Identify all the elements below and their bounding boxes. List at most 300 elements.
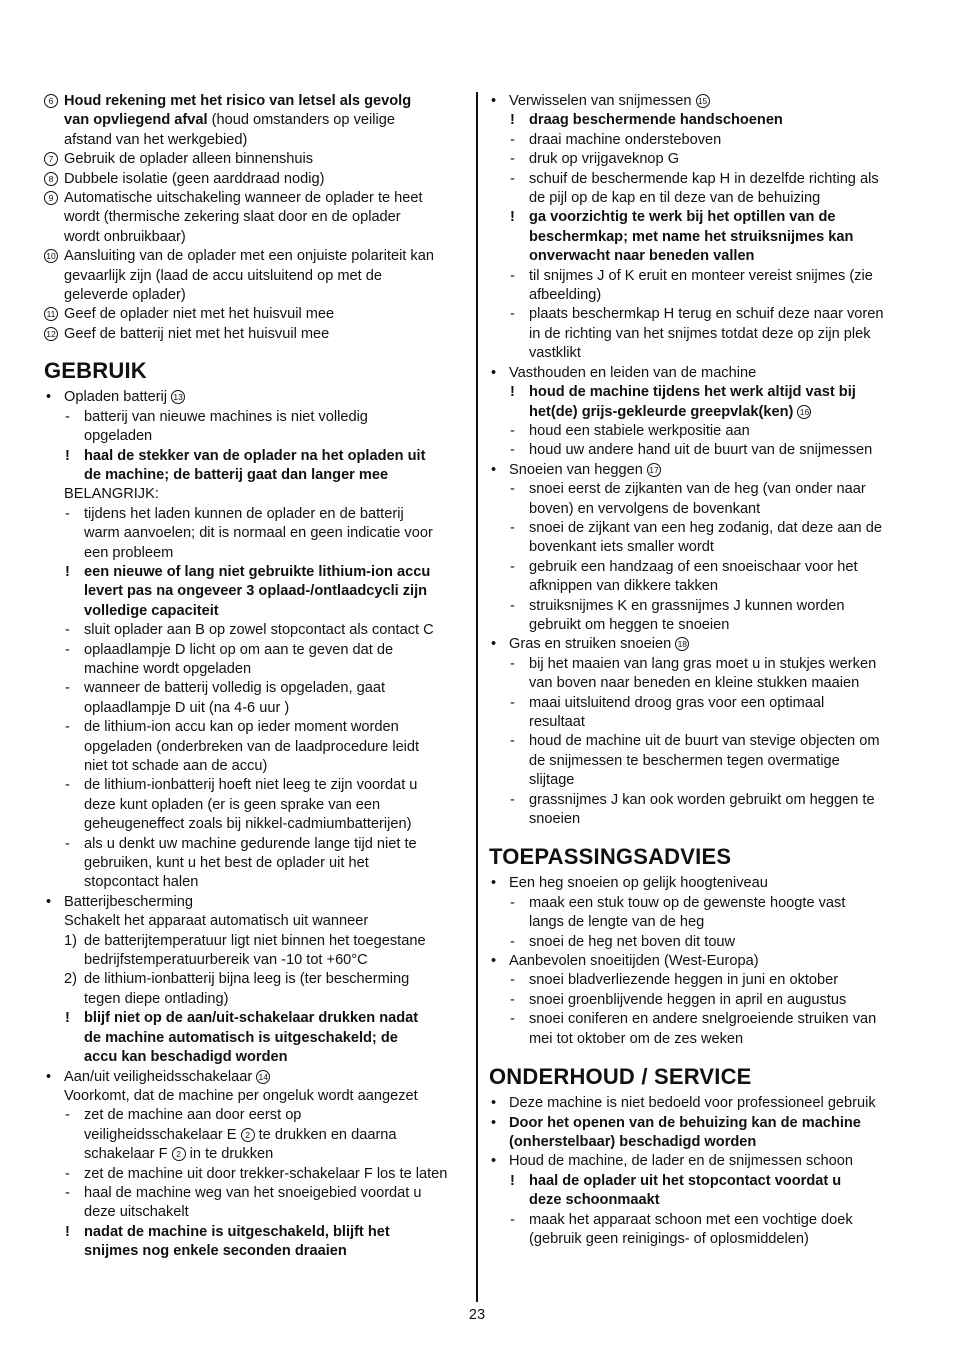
bullet: • [491,93,497,109]
text-line [44,466,468,485]
warning-marker: ! [65,563,70,580]
text: opgeladen [84,428,153,445]
text: Aan/uit veiligheidsschakelaar [64,1068,257,1085]
text-line [44,835,468,854]
bullet: • [491,875,497,892]
text-line [44,305,468,324]
list-number-icon [44,305,58,324]
warning-marker: ! [510,384,515,401]
text: langs de lengte van de heg [529,914,705,931]
text-line [44,189,468,208]
text: Opladen batterij [64,389,172,406]
text-line [44,815,468,834]
text-line [44,131,468,150]
text: Batterijbescherming [64,893,193,910]
text: in de richting van het snijmes totdat deze op zijn plek [529,325,871,342]
text-line [489,208,913,227]
text-line [44,247,468,266]
text: bedrijfstemperatuurbereik van -10 tot +60°C [84,952,368,969]
text-line [44,170,468,189]
text-line [489,674,913,693]
warning-marker: ! [510,1172,515,1189]
text-line [44,1165,468,1184]
text-line [489,616,913,635]
warning-marker: ! [65,447,70,464]
text: machine wordt opgeladen [84,660,252,677]
text: deze uitschakelt [84,1204,189,1221]
bold-text: haal de stekker van de oplader na het opladen uit [84,447,426,464]
text-line [489,383,913,402]
bold-text: levert pas na ongeveer 3 oplaad-/ontlaadcycli zijn [84,583,428,600]
dash-marker: - [510,519,515,536]
bold-text: Door het openen van de behuizing kan de machine [509,1114,861,1131]
text-line [489,1094,913,1113]
text-line [489,538,913,557]
text-line [489,771,913,790]
bold-text: blijf niet op de aan/uit-schakelaar drukken nadat [84,1010,419,1027]
text-line [44,286,468,305]
figure-ref-icon: 8 [44,172,58,186]
text: Dubbele isolatie (geen aarddraad nodig) [64,170,325,187]
text-line [489,519,913,538]
text: Voorkomt, dat de machine per ongeluk wordt aangezet [64,1087,418,1104]
section-heading: TOEPASSINGSADVIES [489,844,732,870]
text: Geef de batterij niet met het huisvuil mee [64,325,330,342]
text: Gras en struiken snoeien [509,636,676,653]
text-line [489,267,913,286]
text-line [44,408,468,427]
bold-text: draag beschermende handschoenen [529,112,783,129]
text-line [44,660,468,679]
text-line [44,1029,468,1048]
text-line [489,131,913,150]
text: houd uw andere hand uit de buurt van de snijmessen [529,442,873,459]
dash-marker: - [510,933,515,950]
text-line [44,228,468,247]
dash-marker: - [510,791,515,808]
text: houd een stabiele werkpositie aan [529,422,750,439]
text: de lithium-ionbatterij bijna leeg is (ter bescherming [84,971,410,988]
number-marker: 2) [64,971,77,988]
text: Houd de machine, de lader en de snijmessen schoon [509,1153,853,1170]
warning-marker: ! [65,1223,70,1240]
text: zet de machine uit door trekker-schakelaar F los te laten [84,1165,448,1182]
text-line [44,1087,468,1106]
text-line [44,1203,468,1222]
text-line [44,92,468,111]
text-line [489,991,913,1010]
figure-ref-icon: 11 [44,307,58,321]
text-line [44,932,468,951]
text-line [489,694,913,713]
bold-text: snijmes nog enkele seconden draaien [84,1243,347,1260]
text: snoei de zijkant van een heg zodanig, dat deze aan de [529,519,882,536]
text-line [44,1126,468,1145]
bold-text: nadat de machine is uitgeschakeld, blijft het [84,1223,390,1240]
text: mei tot oktober om de zes weken [529,1030,744,1047]
bold-text: haal de oplader uit het stopcontact voordat u [529,1172,842,1189]
figure-ref-icon: 6 [44,94,58,108]
text: Geef de oplader niet met het huisvuil mee [64,306,335,323]
text: geheugeneffect zoals bij nikkel-cadmiumbatterijen) [84,816,412,833]
text-line [489,325,913,344]
text: de lithium-ion accu kan op ieder moment worden [84,719,399,736]
text: zet de machine aan door eerst op [84,1107,302,1124]
text: schakelaar F [84,1146,172,1163]
text: Vasthouden en leiden van de machine [509,364,757,381]
text-line [489,874,913,893]
text-line [489,150,913,169]
text-line [489,1030,913,1049]
bold-text: deze schoonmaakt [529,1192,660,1209]
text: snoei eerst de zijkanten van de heg (van onder naar [529,481,866,498]
dash-marker: - [510,894,515,911]
text-line [489,558,913,577]
bullet: • [491,1153,497,1170]
text: tijdens het laden kunnen de oplader en de batterij [84,505,404,522]
dash-marker: - [510,306,515,323]
list-number-icon [44,189,58,208]
list-number-icon [44,150,58,169]
figure-ref-icon: 18 [675,637,689,651]
figure-ref-icon: 10 [44,249,58,263]
spacer [489,829,913,844]
text-line [44,1068,468,1087]
text-line [44,970,468,989]
text: Schakelt het apparaat automatisch uit wanneer [64,913,369,930]
text-line [44,738,468,757]
dash-marker: - [65,408,70,425]
text: in te drukken [185,1146,274,1163]
text-line [44,757,468,776]
text-line [489,933,913,952]
text: (gebruik geen reinigings- of oplosmiddelen) [529,1230,809,1247]
text: oplaadlampje D uit (na 4-6 uur ) [84,699,290,716]
dash-marker: - [510,151,515,168]
text-line [44,796,468,815]
text-line [44,388,468,407]
text-line [489,577,913,596]
section-heading: ONDERHOUD / SERVICE [489,1064,752,1090]
text-line [489,441,913,460]
dash-marker: - [510,733,515,750]
text-line [489,344,913,363]
bold-text: beschermkap; met name het struiksnijmes kan [529,228,854,245]
dash-marker: - [510,267,515,284]
text: Deze machine is niet bedoeld voor professioneel gebruik [509,1095,876,1112]
text-line [44,325,468,344]
text: grassnijmes J kan ook worden gebruikt om heggen te [529,791,875,808]
text: Een heg snoeien op gelijk hoogteniveau [509,875,768,892]
spacer [489,1049,913,1064]
text: de lithium-ionbatterij hoeft niet leeg te zijn voordat u [84,777,418,794]
text: Gebruik de oplader alleen binnenshuis [64,151,314,168]
dash-marker: - [510,972,515,989]
text-line [489,752,913,771]
text-line [489,732,913,751]
text: batterij van nieuwe machines is niet volledig [84,408,368,425]
text: Aanbevolen snoeitijden (West-Europa) [509,953,759,970]
dash-marker: - [510,442,515,459]
figure-ref-icon: 15 [696,94,710,108]
dash-marker: - [510,170,515,187]
text: snoeien [529,811,581,828]
dash-marker: - [65,719,70,736]
text-line [44,524,468,543]
text: oplaadlampje D licht op om aan te geven dat de [84,641,394,658]
text: tegen diepe ontlading) [84,990,229,1007]
text-line [44,718,468,737]
dash-marker: - [510,694,515,711]
text-line [489,305,913,324]
text-line [44,582,468,601]
text: draai machine ondersteboven [529,131,722,148]
text-line [489,111,913,130]
text-line [489,1172,913,1191]
text-line [44,776,468,795]
text-line [489,810,913,829]
dash-marker: - [65,835,70,852]
text-line [489,364,913,383]
text: gebruiken, kunt u het best de oplader uit het [84,855,369,872]
column-divider [476,92,478,1302]
dash-marker: - [65,1184,70,1201]
text-line [489,1010,913,1029]
text: gebruik een handzaag of een snoeischaar voor het [529,558,858,575]
text: struiksnijmes K en grassnijmes J kunnen worden [529,597,845,614]
bold-text: Houd rekening met het risico van letsel als gevolg [64,93,412,109]
text: van boven naar beneden en kleine stukken maaien [529,675,860,692]
bold-text: accu kan beschadigd worden [84,1049,288,1066]
text: vastklikt [529,345,581,362]
text-line [44,505,468,524]
figure-ref-icon: 14 [256,1070,270,1084]
text-line [44,990,468,1009]
text-line [489,971,913,990]
dash-marker: - [510,481,515,498]
text: de pijl op de kap en til deze van de behuizing [529,190,821,207]
text: gebruikt om heggen te snoeien [529,616,730,633]
dash-marker: - [65,622,70,639]
text: (houd omstanders op veilige [207,112,395,129]
text-line [489,1114,913,1133]
bullet: • [491,1114,497,1131]
list-number-icon [44,247,58,266]
text-line [489,655,913,674]
bold-text: een nieuwe of lang niet gebruikte lithium-ion accu [84,563,431,580]
bullet: • [491,461,497,478]
text: resultaat [529,714,585,730]
text-line [489,1230,913,1249]
text-line [44,1009,468,1028]
dash-marker: - [65,1165,70,1182]
left-column [44,92,468,1262]
dash-marker: - [510,1011,515,1028]
text-line [489,247,913,266]
text: afbeelding) [529,287,602,304]
text-line [44,485,468,504]
figure-ref-icon: 2 [172,1147,186,1161]
warning-marker: ! [510,209,515,226]
text: een probleem [84,544,174,561]
text-line [489,635,913,654]
text: de batterijtemperatuur ligt niet binnen het toegestane [84,932,426,949]
text: Automatische uitschakeling wanneer de oplader te heet [64,190,423,207]
bullet: • [46,1068,52,1085]
text-line [44,641,468,660]
text: snoei groenblijvende heggen in april en augustus [529,991,847,1008]
text-line [44,1048,468,1067]
text: snoei coniferen en andere snelgroeiende struiken van [529,1011,877,1028]
text-line [44,951,468,970]
text-line [489,422,913,441]
dash-marker: - [65,1107,70,1124]
text: schuif de beschermende kap H in dezelfde richting als [529,170,879,187]
text-line [44,873,468,892]
bold-text: (onherstelbaar) beschadigd worden [509,1133,757,1150]
text: deze kunt opladen (er is geen sprake van een [84,796,381,813]
text: houd de machine uit de buurt van stevige objecten om [529,733,880,750]
dash-marker: - [510,422,515,439]
text: opgeladen (onderbreken van de laadprocedure leidt [84,738,420,755]
text-line [44,427,468,446]
warning-marker: ! [510,112,515,129]
text-line [489,1191,913,1210]
text: plaats beschermkap H terug en schuif deze naar voren [529,306,884,323]
text-line [44,208,468,227]
text-line [44,544,468,563]
text-line [489,500,913,519]
text: als u denkt uw machine gedurende lange tijd niet te [84,835,417,852]
text-line [44,1106,468,1125]
dash-marker: - [510,1211,515,1228]
text-line [489,1133,913,1152]
right-column [489,92,913,1249]
text: afstand van het werkgebied) [64,131,248,148]
text: gevaarlijk zijn (laad de accu uitsluitend op met de [64,267,382,284]
text: snoei de heg net boven dit touw [529,933,736,950]
text: sluit oplader aan B op zowel stopcontact als contact C [84,622,434,639]
text-line [489,189,913,208]
text: veiligheidsschakelaar E [84,1126,241,1143]
dash-marker: - [510,131,515,148]
text: warm aanvoelen; dit is normaal en geen indicatie voor [84,525,433,542]
text-line [489,228,913,247]
text: wordt onbruikbaar) [64,228,186,245]
text-line [489,1211,913,1230]
text: stopcontact halen [84,874,199,891]
figure-ref-icon: 2 [241,1128,255,1142]
text: niet tot schade aan de accu) [84,758,268,774]
bold-text: van opvliegend afval [64,112,208,129]
list-number-icon [44,92,58,111]
bullet: • [491,953,497,970]
text: druk op vrijgaveknop G [529,151,680,168]
text: wanneer de batterij volledig is opgeladen, gaat [84,680,386,697]
spacer [44,344,468,358]
bold-text: onverwacht naar beneden vallen [529,248,755,265]
text: geleverde oplader) [64,287,186,304]
text-line [489,952,913,971]
text-line [489,92,913,111]
text: BELANGRIJK: [64,486,159,503]
figure-ref-icon: 12 [44,327,58,341]
list-number-icon [44,170,58,189]
figure-ref-icon: 7 [44,152,58,166]
text-line [44,621,468,640]
text: de snijmessen te beschermen tegen overmatige [529,752,840,769]
figure-ref-icon: 9 [44,191,58,205]
text: maak het apparaat schoon met een vochtige doek [529,1211,853,1228]
figure-ref-icon: 16 [797,405,811,419]
text: afknippen van dikkere takken [529,578,719,595]
text: slijtage [529,772,575,789]
text: maak een stuk touw op de gewenste hoogte vast [529,894,846,911]
bullet: • [491,1095,497,1112]
bold-text: het(de) grijs-gekleurde greepvlak(ken) [529,403,798,420]
text-line [44,447,468,466]
text-line [44,111,468,130]
text: te drukken en daarna [254,1126,397,1143]
dash-marker: - [510,597,515,614]
text-line [44,1242,468,1261]
bold-text: volledige capaciteit [84,602,219,619]
list-number-icon [44,325,58,344]
bullet: • [491,364,497,381]
dash-marker: - [65,680,70,697]
dash-marker: - [65,777,70,794]
text: Aansluiting van de oplader met een onjuiste polariteit kan [64,248,434,265]
text-line [44,267,468,286]
text-line [489,480,913,499]
text-line [489,461,913,480]
text-line [44,150,468,169]
text-line [44,563,468,582]
text-line [489,403,913,422]
text-line [489,713,913,732]
bold-text: de machine automatisch is uitgeschakeld; de [84,1029,398,1046]
section-heading: GEBRUIK [44,358,147,384]
dash-marker: - [510,655,515,672]
text-line [44,1184,468,1203]
text-line [489,1152,913,1171]
text-line [489,170,913,189]
text-line [44,679,468,698]
text-line [44,699,468,718]
text-line [44,1223,468,1242]
page-number: 23 [468,1307,486,1323]
text: boven) en vervolgens de bovenkant [529,500,761,517]
text-line [489,913,913,932]
text: bij het maaien van lang gras moet u in stukjes werken [529,655,877,672]
text: haal de machine weg van het snoeigebied voordat u [84,1184,422,1201]
bold-text: de machine; de batterij gaat dan langer mee [84,466,389,483]
text-line [489,791,913,810]
number-marker: 1) [64,932,77,949]
text: wordt (thermische zekering slaat door en de oplader [64,209,401,226]
bold-text: ga voorzichtig te werk bij het optillen van de [529,209,836,226]
dash-marker: - [510,991,515,1008]
text: bovenkant iets smaller wordt [529,539,714,556]
dash-marker: - [65,641,70,658]
dash-marker: - [65,505,70,522]
bullet: • [491,636,497,653]
figure-ref-icon: 17 [647,463,661,477]
text: Verwisselen van snijmessen [509,93,696,109]
text-line [44,1145,468,1164]
text-line [44,912,468,931]
text-line [489,286,913,305]
